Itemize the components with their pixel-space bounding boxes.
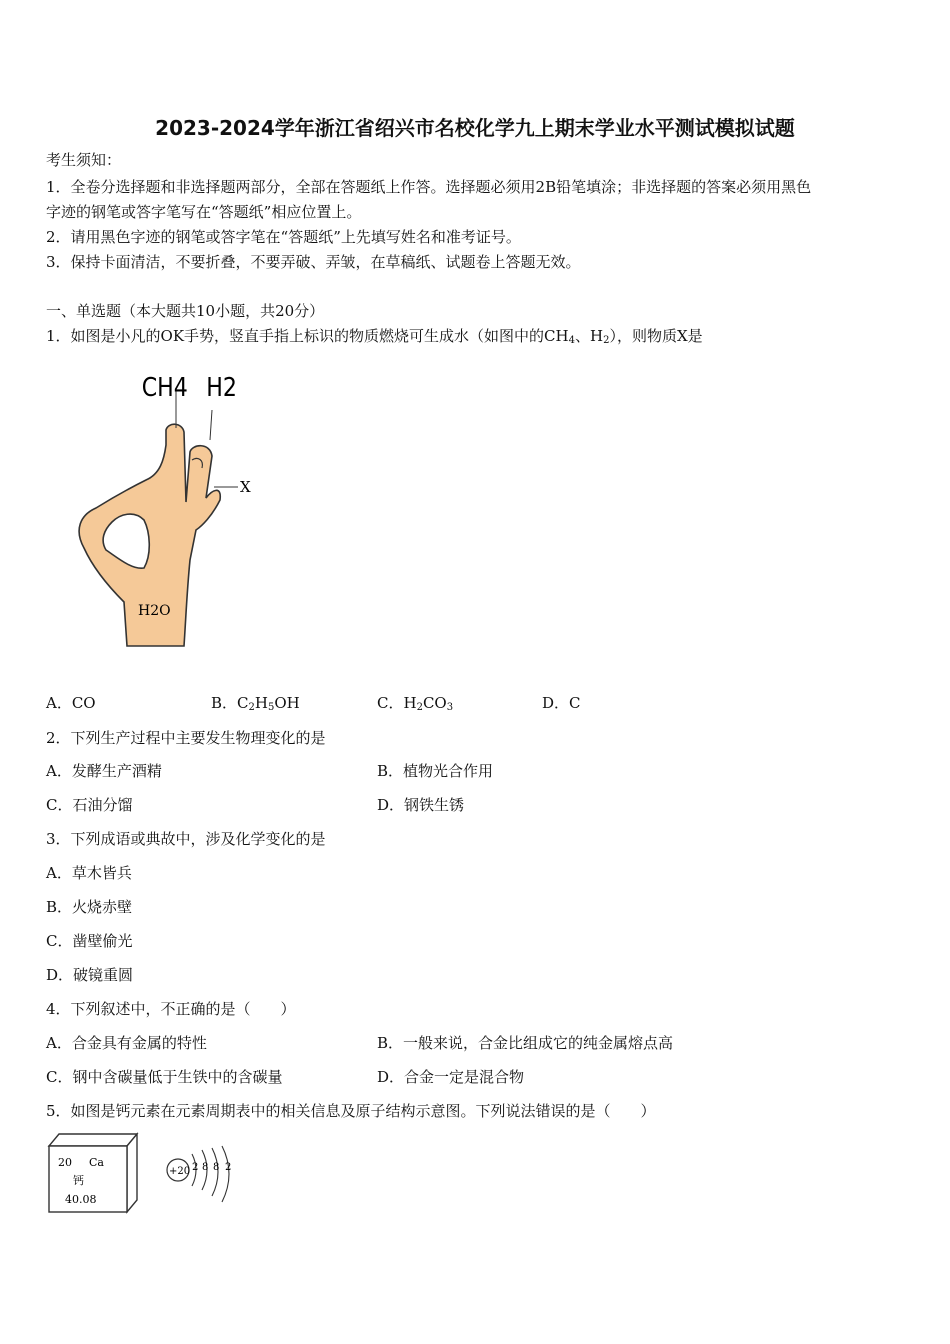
notice-line-3: 2．请用黑色字迹的钢笔或答字笔在“答题纸”上先填写姓名和准考证号。 — [46, 228, 521, 246]
ch4-label: CH4 — [141, 372, 188, 403]
q3-option-c: C．凿壁偷光 — [46, 932, 133, 950]
ok-hand-figure — [72, 360, 262, 655]
h2-leader-line — [210, 410, 212, 440]
q3-option-b: B．火烧赤壁 — [46, 898, 133, 916]
q5-stem: 5．如图是钙元素在元素周期表中的相关信息及原子结构示意图。下列说法错误的是（ ） — [46, 1102, 656, 1120]
notice-heading: 考生须知： — [46, 151, 122, 169]
q3-option-a: A．草木皆兵 — [46, 864, 132, 882]
q2-option-a: A．发酵生产酒精 — [46, 762, 162, 780]
q3-stem: 3．下列成语或典故中，涉及化学变化的是 — [46, 830, 326, 848]
q4-option-b: B．一般来说，合金比组成它的纯金属熔点高 — [377, 1034, 674, 1052]
q1-option-a: A．CO — [46, 694, 96, 712]
element-number: 20 — [58, 1156, 72, 1169]
shell-electrons-1: 2 — [192, 1162, 199, 1173]
shell-electrons-3: 8 — [213, 1162, 220, 1173]
notice-line-4: 3．保持卡面清洁，不要折叠，不要弄破、弄皱，在草稿纸、试题卷上答题无效。 — [46, 253, 581, 271]
q2-option-b: B．植物光合作用 — [377, 762, 494, 780]
q4-stem: 4．下列叙述中，不正确的是（ ） — [46, 1000, 296, 1018]
h2o-label: H2O — [138, 603, 171, 619]
element-name: 钙 — [73, 1174, 84, 1187]
x-label: X — [240, 478, 251, 496]
q1-option-d: D．C — [542, 694, 581, 712]
q2-option-d: D．钢铁生锈 — [377, 796, 465, 814]
section-heading: 一、单选题（本大题共10小题，共20分） — [46, 302, 325, 320]
element-symbol: Ca — [89, 1156, 104, 1169]
q4-option-a: A．合金具有金属的特性 — [46, 1034, 207, 1052]
shell-electrons-2: 8 — [202, 1162, 209, 1173]
notice-line-1: 1．全卷分选择题和非选择题两部分，全部在答题纸上作答。选择题必须用2B铅笔填涂；非选择题的答案必须用黑色 — [46, 178, 812, 196]
shell-arc-4 — [222, 1146, 232, 1202]
notice-line-2: 字迹的钢笔或答字笔写在“答题纸”相应位置上。 — [46, 203, 362, 221]
h2-label: H2 — [206, 372, 237, 403]
q1-stem: 1．如图是小凡的OK手势，竖直手指上标识的物质燃烧可生成水（如图中的$CH_4$、$H_2$），则物质X是 — [46, 327, 703, 346]
q2-option-c: C．石油分馏 — [46, 796, 133, 814]
element-mass: 40.08 — [65, 1193, 97, 1206]
q3-option-d: D．破镜重圆 — [46, 966, 134, 984]
q1-option-c: C．$H_2CO_3$ — [377, 694, 454, 713]
atom-structure-figure — [160, 1140, 240, 1210]
q2-stem: 2．下列生产过程中主要发生物理变化的是 — [46, 729, 326, 747]
shell-electrons-4: 2 — [225, 1162, 232, 1173]
q1-option-b: B．$C_2H_5OH$ — [211, 694, 300, 713]
element-cell-figure — [45, 1132, 141, 1214]
page-title: 2023-2024学年浙江省绍兴市名校化学九上期末学业水平测试模拟试题 — [155, 116, 795, 140]
q4-option-d: D．合金一定是混合物 — [377, 1068, 525, 1086]
nucleus-charge: +20 — [169, 1166, 191, 1177]
q4-option-c: C．钢中含碳量低于生铁中的含碳量 — [46, 1068, 283, 1086]
